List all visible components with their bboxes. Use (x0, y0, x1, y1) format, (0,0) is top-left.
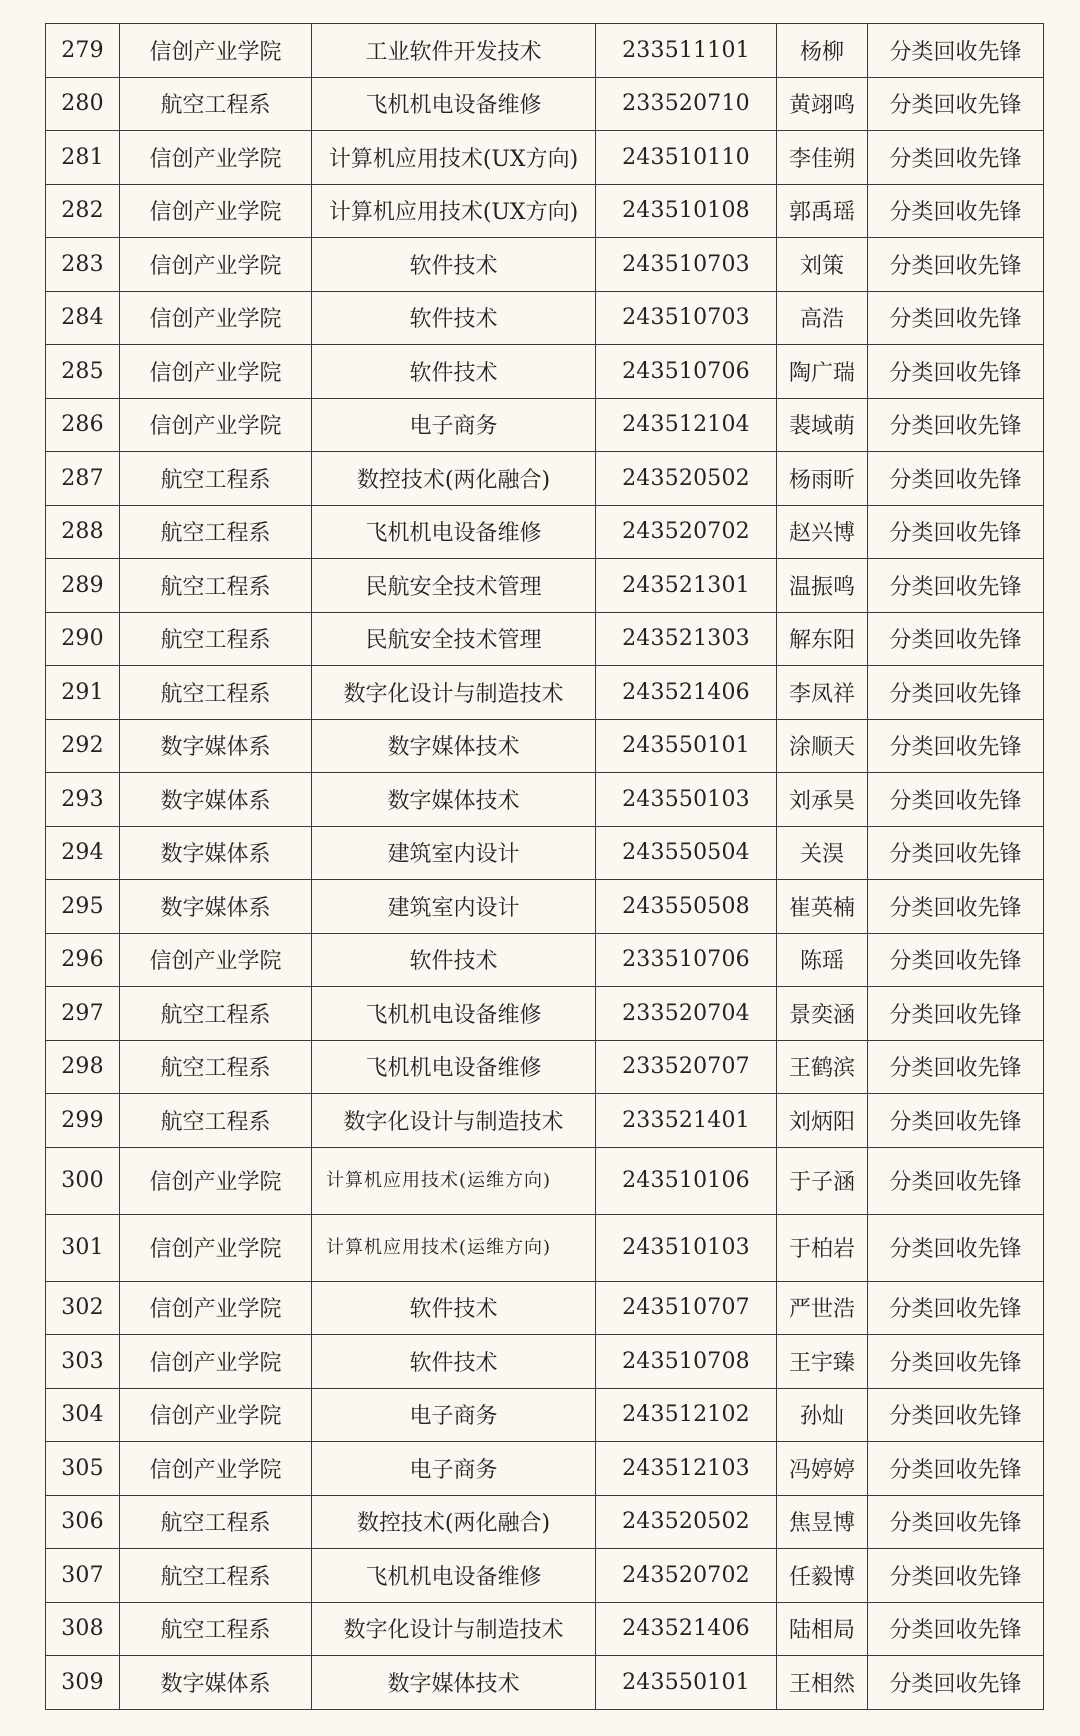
major-cell: 数字化设计与制造技术 (312, 1094, 596, 1148)
student-id-cell: 243550101 (596, 719, 777, 773)
honor-title-cell: 分类回收先锋 (868, 1281, 1044, 1335)
row-number-cell: 303 (46, 1335, 120, 1389)
award-list-body (46, 24, 1044, 1710)
table-row (46, 719, 1044, 773)
student-id-cell: 243521303 (596, 612, 777, 666)
student-name-cell: 陈瑶 (777, 933, 868, 987)
table-row (46, 933, 1044, 987)
honor-title-cell: 分类回收先锋 (868, 1388, 1044, 1442)
student-name-cell: 杨柳 (777, 24, 868, 78)
table-row (46, 291, 1044, 345)
row-number-cell: 300 (46, 1147, 120, 1214)
department-cell: 信创产业学院 (120, 1442, 312, 1496)
honor-title-cell: 分类回收先锋 (868, 1214, 1044, 1281)
table-row (46, 1040, 1044, 1094)
row-number-cell: 292 (46, 719, 120, 773)
honor-title-cell: 分类回收先锋 (868, 1602, 1044, 1656)
department-cell: 航空工程系 (120, 505, 312, 559)
table-row (46, 452, 1044, 506)
student-id-cell: 243550101 (596, 1656, 777, 1710)
honor-title-cell: 分类回收先锋 (868, 1549, 1044, 1603)
student-id-cell: 243520702 (596, 505, 777, 559)
student-name-cell: 高浩 (777, 291, 868, 345)
student-name-cell: 赵兴博 (777, 505, 868, 559)
row-number-cell: 298 (46, 1040, 120, 1094)
student-name-cell: 温振鸣 (777, 559, 868, 613)
major-cell: 飞机机电设备维修 (312, 1040, 596, 1094)
table-row (46, 1388, 1044, 1442)
student-name-cell: 刘承昊 (777, 773, 868, 827)
department-cell: 航空工程系 (120, 1040, 312, 1094)
student-id-cell: 243520702 (596, 1549, 777, 1603)
student-id-cell: 243512102 (596, 1388, 777, 1442)
honor-title-cell: 分类回收先锋 (868, 1442, 1044, 1496)
student-name-cell: 任毅博 (777, 1549, 868, 1603)
row-number-cell: 290 (46, 612, 120, 666)
major-cell: 民航安全技术管理 (312, 612, 596, 666)
student-name-cell: 王鹤滨 (777, 1040, 868, 1094)
table-row (46, 612, 1044, 666)
student-name-cell: 于子涵 (777, 1147, 868, 1214)
major-cell: 软件技术 (312, 345, 596, 399)
student-name-cell: 崔英楠 (777, 880, 868, 934)
department-cell: 航空工程系 (120, 1549, 312, 1603)
student-id-cell: 243510106 (596, 1147, 777, 1214)
table-row (46, 1147, 1044, 1214)
student-id-cell: 233510706 (596, 933, 777, 987)
honor-title-cell: 分类回收先锋 (868, 1335, 1044, 1389)
student-name-cell: 孙灿 (777, 1388, 868, 1442)
major-cell: 计算机应用技术(UX方向) (312, 184, 596, 238)
department-cell: 信创产业学院 (120, 933, 312, 987)
department-cell: 信创产业学院 (120, 24, 312, 78)
student-name-cell: 王相然 (777, 1656, 868, 1710)
row-number-cell: 288 (46, 505, 120, 559)
department-cell: 信创产业学院 (120, 398, 312, 452)
honor-title-cell: 分类回收先锋 (868, 452, 1044, 506)
row-number-cell: 309 (46, 1656, 120, 1710)
row-number-cell: 279 (46, 24, 120, 78)
student-id-cell: 243521406 (596, 1602, 777, 1656)
student-name-cell: 陶广瑞 (777, 345, 868, 399)
student-name-cell: 陆相局 (777, 1602, 868, 1656)
table-row (46, 1549, 1044, 1603)
major-cell: 数字媒体技术 (312, 719, 596, 773)
table-row (46, 1094, 1044, 1148)
table-row (46, 773, 1044, 827)
major-cell: 计算机应用技术(运维方向) (312, 1147, 596, 1214)
major-cell: 计算机应用技术(UX方向) (312, 131, 596, 185)
row-number-cell: 294 (46, 826, 120, 880)
department-cell: 航空工程系 (120, 559, 312, 613)
student-name-cell: 景奕涵 (777, 987, 868, 1041)
student-name-cell: 李凤祥 (777, 666, 868, 720)
table-row (46, 666, 1044, 720)
row-number-cell: 282 (46, 184, 120, 238)
department-cell: 数字媒体系 (120, 773, 312, 827)
student-name-cell: 关淏 (777, 826, 868, 880)
honor-title-cell: 分类回收先锋 (868, 1147, 1044, 1214)
department-cell: 信创产业学院 (120, 1147, 312, 1214)
student-name-cell: 严世浩 (777, 1281, 868, 1335)
department-cell: 航空工程系 (120, 1094, 312, 1148)
department-cell: 数字媒体系 (120, 826, 312, 880)
table-row (46, 77, 1044, 131)
row-number-cell: 285 (46, 345, 120, 399)
row-number-cell: 297 (46, 987, 120, 1041)
major-cell: 电子商务 (312, 398, 596, 452)
department-cell: 数字媒体系 (120, 1656, 312, 1710)
student-name-cell: 杨雨昕 (777, 452, 868, 506)
student-id-cell: 243510703 (596, 238, 777, 292)
student-id-cell: 243521301 (596, 559, 777, 613)
student-id-cell: 243510110 (596, 131, 777, 185)
student-id-cell: 233520704 (596, 987, 777, 1041)
department-cell: 信创产业学院 (120, 345, 312, 399)
major-cell: 飞机机电设备维修 (312, 77, 596, 131)
honor-title-cell: 分类回收先锋 (868, 24, 1044, 78)
major-cell: 民航安全技术管理 (312, 559, 596, 613)
honor-title-cell: 分类回收先锋 (868, 77, 1044, 131)
row-number-cell: 281 (46, 131, 120, 185)
honor-title-cell: 分类回收先锋 (868, 238, 1044, 292)
honor-title-cell: 分类回收先锋 (868, 612, 1044, 666)
honor-title-cell: 分类回收先锋 (868, 987, 1044, 1041)
honor-title-cell: 分类回收先锋 (868, 773, 1044, 827)
department-cell: 信创产业学院 (120, 238, 312, 292)
major-cell: 飞机机电设备维修 (312, 505, 596, 559)
table-row (46, 1214, 1044, 1281)
student-name-cell: 冯婷婷 (777, 1442, 868, 1496)
student-id-cell: 243510706 (596, 345, 777, 399)
student-id-cell: 243520502 (596, 452, 777, 506)
major-cell: 飞机机电设备维修 (312, 987, 596, 1041)
department-cell: 航空工程系 (120, 1495, 312, 1549)
row-number-cell: 304 (46, 1388, 120, 1442)
department-cell: 航空工程系 (120, 452, 312, 506)
student-name-cell: 郭禹瑶 (777, 184, 868, 238)
table-row (46, 1495, 1044, 1549)
row-number-cell: 280 (46, 77, 120, 131)
major-cell: 数控技术(两化融合) (312, 1495, 596, 1549)
student-name-cell: 黄翊鸣 (777, 77, 868, 131)
table-row (46, 238, 1044, 292)
major-cell: 软件技术 (312, 933, 596, 987)
table-row (46, 1602, 1044, 1656)
department-cell: 信创产业学院 (120, 1281, 312, 1335)
honor-title-cell: 分类回收先锋 (868, 559, 1044, 613)
honor-title-cell: 分类回收先锋 (868, 184, 1044, 238)
major-cell: 软件技术 (312, 1281, 596, 1335)
row-number-cell: 293 (46, 773, 120, 827)
table-row (46, 1281, 1044, 1335)
student-id-cell: 233520707 (596, 1040, 777, 1094)
row-number-cell: 306 (46, 1495, 120, 1549)
row-number-cell: 283 (46, 238, 120, 292)
honor-title-cell: 分类回收先锋 (868, 291, 1044, 345)
major-cell: 数字媒体技术 (312, 773, 596, 827)
row-number-cell: 284 (46, 291, 120, 345)
major-cell: 软件技术 (312, 1335, 596, 1389)
department-cell: 信创产业学院 (120, 131, 312, 185)
student-id-cell: 243510708 (596, 1335, 777, 1389)
honor-title-cell: 分类回收先锋 (868, 880, 1044, 934)
major-cell: 工业软件开发技术 (312, 24, 596, 78)
honor-title-cell: 分类回收先锋 (868, 131, 1044, 185)
student-id-cell: 243550508 (596, 880, 777, 934)
row-number-cell: 295 (46, 880, 120, 934)
student-name-cell: 涂顺天 (777, 719, 868, 773)
honor-title-cell: 分类回收先锋 (868, 719, 1044, 773)
row-number-cell: 308 (46, 1602, 120, 1656)
table-row (46, 1656, 1044, 1710)
table-row (46, 505, 1044, 559)
honor-title-cell: 分类回收先锋 (868, 1040, 1044, 1094)
row-number-cell: 289 (46, 559, 120, 613)
department-cell: 航空工程系 (120, 612, 312, 666)
table-row (46, 398, 1044, 452)
major-cell: 计算机应用技术(运维方向) (312, 1214, 596, 1281)
row-number-cell: 291 (46, 666, 120, 720)
department-cell: 航空工程系 (120, 1602, 312, 1656)
student-id-cell: 243512103 (596, 1442, 777, 1496)
row-number-cell: 287 (46, 452, 120, 506)
department-cell: 数字媒体系 (120, 880, 312, 934)
department-cell: 数字媒体系 (120, 719, 312, 773)
student-id-cell: 243510707 (596, 1281, 777, 1335)
honor-title-cell: 分类回收先锋 (868, 826, 1044, 880)
award-list-table (45, 23, 1044, 1710)
department-cell: 航空工程系 (120, 77, 312, 131)
major-cell: 电子商务 (312, 1442, 596, 1496)
major-cell: 电子商务 (312, 1388, 596, 1442)
major-cell: 飞机机电设备维修 (312, 1549, 596, 1603)
row-number-cell: 296 (46, 933, 120, 987)
student-id-cell: 243510108 (596, 184, 777, 238)
table-row (46, 826, 1044, 880)
major-cell: 数字化设计与制造技术 (312, 666, 596, 720)
department-cell: 信创产业学院 (120, 291, 312, 345)
table-row (46, 1442, 1044, 1496)
table-row (46, 131, 1044, 185)
row-number-cell: 302 (46, 1281, 120, 1335)
student-name-cell: 李佳朔 (777, 131, 868, 185)
table-row (46, 184, 1044, 238)
student-name-cell: 刘炳阳 (777, 1094, 868, 1148)
student-id-cell: 233520710 (596, 77, 777, 131)
table-row (46, 345, 1044, 399)
student-name-cell: 于柏岩 (777, 1214, 868, 1281)
student-id-cell: 243520502 (596, 1495, 777, 1549)
student-name-cell: 刘策 (777, 238, 868, 292)
student-id-cell: 233511101 (596, 24, 777, 78)
honor-title-cell: 分类回收先锋 (868, 1656, 1044, 1710)
student-id-cell: 243510703 (596, 291, 777, 345)
department-cell: 信创产业学院 (120, 1335, 312, 1389)
department-cell: 信创产业学院 (120, 1214, 312, 1281)
table-row (46, 880, 1044, 934)
major-cell: 数字化设计与制造技术 (312, 1602, 596, 1656)
table-row (46, 559, 1044, 613)
row-number-cell: 299 (46, 1094, 120, 1148)
student-id-cell: 243512104 (596, 398, 777, 452)
major-cell: 数字媒体技术 (312, 1656, 596, 1710)
department-cell: 航空工程系 (120, 666, 312, 720)
department-cell: 信创产业学院 (120, 184, 312, 238)
honor-title-cell: 分类回收先锋 (868, 1495, 1044, 1549)
table-row (46, 987, 1044, 1041)
row-number-cell: 305 (46, 1442, 120, 1496)
major-cell: 建筑室内设计 (312, 880, 596, 934)
honor-title-cell: 分类回收先锋 (868, 398, 1044, 452)
honor-title-cell: 分类回收先锋 (868, 505, 1044, 559)
student-name-cell: 王宇臻 (777, 1335, 868, 1389)
student-name-cell: 解东阳 (777, 612, 868, 666)
student-id-cell: 233521401 (596, 1094, 777, 1148)
honor-title-cell: 分类回收先锋 (868, 345, 1044, 399)
department-cell: 航空工程系 (120, 987, 312, 1041)
major-cell: 软件技术 (312, 291, 596, 345)
major-cell: 软件技术 (312, 238, 596, 292)
award-list-sheet (45, 23, 1043, 1710)
department-cell: 信创产业学院 (120, 1388, 312, 1442)
student-id-cell: 243550504 (596, 826, 777, 880)
student-id-cell: 243521406 (596, 666, 777, 720)
honor-title-cell: 分类回收先锋 (868, 1094, 1044, 1148)
table-row (46, 1335, 1044, 1389)
table-row (46, 24, 1044, 78)
row-number-cell: 301 (46, 1214, 120, 1281)
honor-title-cell: 分类回收先锋 (868, 666, 1044, 720)
student-name-cell: 焦昱博 (777, 1495, 868, 1549)
honor-title-cell: 分类回收先锋 (868, 933, 1044, 987)
student-name-cell: 裴域萌 (777, 398, 868, 452)
major-cell: 数控技术(两化融合) (312, 452, 596, 506)
row-number-cell: 307 (46, 1549, 120, 1603)
major-cell: 建筑室内设计 (312, 826, 596, 880)
student-id-cell: 243550103 (596, 773, 777, 827)
row-number-cell: 286 (46, 398, 120, 452)
student-id-cell: 243510103 (596, 1214, 777, 1281)
